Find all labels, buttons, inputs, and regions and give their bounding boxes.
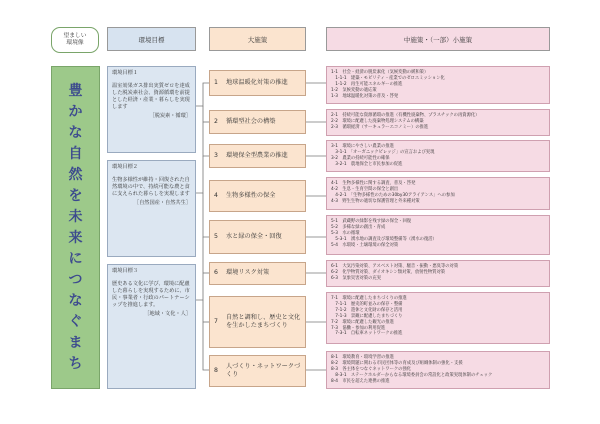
vision-char: 来 bbox=[68, 230, 83, 246]
sub-measure-item: 7-2 環境に配慮した観光の推進 bbox=[331, 319, 394, 325]
sub-measure-item: 6-3 気象災害対策の充実 bbox=[331, 275, 381, 281]
goal-tag: ［脱炭素・循環］ bbox=[149, 113, 191, 119]
vision-char: つ bbox=[68, 272, 83, 288]
sub-measure-item: 1-1 社会・経済の脱炭素化（気候変動の緩和策） bbox=[331, 70, 429, 75]
measure-4 bbox=[209, 180, 306, 212]
measure-label: 生物多様性の保全 bbox=[226, 191, 276, 199]
sub-measure-item: 1-2 気候変動の適応策 bbox=[331, 87, 377, 93]
goal-title: 環境目標３ bbox=[112, 268, 138, 274]
goal-tag: ［自然国産・自然共生］ bbox=[133, 200, 191, 206]
vision-char: 豊 bbox=[68, 83, 83, 99]
vision-char: に bbox=[68, 251, 83, 267]
sub-measure-item: 1-1-1 建築・モビリティ・産業でのゼロエミッション化 bbox=[331, 75, 445, 81]
sub-measure-item: 7-3-1 自転車ネットワークの推進 bbox=[331, 331, 403, 337]
header-goals bbox=[107, 27, 196, 51]
sub-measure-item: 8-3 各主体をつなぐネットワークの強化 bbox=[331, 366, 412, 372]
sub-measure-item: 4-1 生物多様性に関する調査、普及・啓発 bbox=[331, 181, 416, 186]
sub-measure-item: 1-3 地球温暖化対策の普及・啓発 bbox=[331, 93, 399, 99]
sub-measure-item: 2-3 循環経済（サーキュラーエコノミー）の推進 bbox=[331, 124, 429, 130]
sub-measure-item: 7-1-2 遊休と文化財の保存と活用 bbox=[331, 307, 403, 313]
sub-measure-item: 6-2 化学物質対策、ダイオキシン類対策、放射性物質対策 bbox=[331, 269, 446, 275]
header-vision-line1: 望ましい bbox=[63, 33, 87, 39]
goal-title: 環境目標１ bbox=[112, 70, 138, 76]
sub-measures-2 bbox=[326, 109, 550, 136]
sub-measures-1 bbox=[326, 66, 550, 104]
header-vision-line2: 環境像 bbox=[66, 40, 84, 46]
sub-measures-3 bbox=[326, 140, 550, 172]
header-vision bbox=[51, 27, 99, 53]
measure-2 bbox=[209, 110, 306, 134]
measure-7 bbox=[209, 296, 306, 348]
measure-number: 3 bbox=[214, 151, 218, 159]
sub-measure-item: 7-1 環境に配慮したまちづくりの推進 bbox=[331, 296, 407, 301]
sub-measure-item: 5-4 水環境・土壌環境の保全対策 bbox=[331, 242, 399, 248]
measure-label: 環境リスク対策 bbox=[226, 269, 270, 277]
measure-number: 5 bbox=[214, 232, 218, 240]
vision-char: な bbox=[68, 293, 83, 309]
header-sub-measures-label: 中施策・（一部）小施策 bbox=[403, 35, 473, 44]
vision-panel bbox=[51, 66, 100, 389]
sub-measure-item: 8-3-1 ステークホルダーからなる環境委員会の常設化と政策実現体制のチェック bbox=[331, 372, 493, 378]
measure-number: 8 bbox=[214, 366, 218, 374]
vision-char: 未 bbox=[68, 209, 83, 225]
sub-measures-5 bbox=[326, 215, 550, 255]
sub-measure-item: 7-1-3 景観に配慮したまちづくり bbox=[331, 313, 403, 319]
goal-2 bbox=[107, 160, 196, 257]
measure-label: 自然と調和し、歴史と文化を生かしたまちづくり bbox=[226, 313, 301, 329]
measure-6 bbox=[209, 262, 306, 285]
measure-5 bbox=[209, 220, 306, 254]
vision-char: ぐ bbox=[68, 314, 83, 330]
sub-measure-item: 4-3 野生生物の適切な保護管理と外来種対策 bbox=[331, 198, 420, 204]
sub-measure-item: 3-1 環境にやさしい農業の推進 bbox=[331, 144, 394, 149]
sub-measure-item: 5-3 水の循環 bbox=[331, 230, 360, 236]
measure-number: 1 bbox=[214, 78, 218, 86]
measure-3 bbox=[209, 144, 306, 168]
sub-measure-item: 3-1-1 「オーガニックビレッジ」の宣言および実現 bbox=[331, 149, 435, 155]
measure-number: 2 bbox=[214, 117, 218, 125]
sub-measures-7 bbox=[326, 292, 550, 344]
sub-measure-item: 2-2 環境に配慮した廃棄物処理システムの構築 bbox=[331, 118, 424, 124]
measure-number: 6 bbox=[214, 269, 218, 277]
vision-char: な bbox=[68, 125, 83, 141]
sub-measures-8 bbox=[326, 351, 550, 389]
measure-number: 4 bbox=[214, 191, 218, 199]
goal-body: 温室効果ガス排出実質ゼロを達成した脱炭素社会、資源循環を前提とした経済・産業・暮らしを実現します bbox=[112, 83, 190, 110]
measure-label: 人づくり・ネットワークづくり bbox=[226, 362, 301, 378]
measure-label: 水と緑の保全・回復 bbox=[226, 232, 282, 240]
measure-8 bbox=[209, 355, 306, 387]
goal-title: 環境目標２ bbox=[112, 164, 138, 170]
goal-3 bbox=[107, 264, 196, 389]
vision-char: ま bbox=[68, 335, 83, 351]
measure-label: 地球温暖化対策の推進 bbox=[226, 78, 288, 86]
sub-measure-item: 5-2 多様な緑の創出・育成 bbox=[331, 224, 386, 230]
sub-measure-item: 5-3-1 湧水地の調査及び環境整備等（湧水の復活） bbox=[331, 236, 437, 242]
header-sub-measures bbox=[326, 27, 550, 51]
vision-char: か bbox=[68, 104, 83, 120]
vision-char: 然 bbox=[68, 167, 83, 183]
sub-measure-item: 5-1 武蔵野の緑影を残す緑の保全・回復 bbox=[331, 219, 412, 224]
header-measures bbox=[209, 27, 306, 51]
sub-measure-item: 1-1-2 再生可能エネルギーの推進 bbox=[331, 81, 403, 87]
sub-measure-item: 3-2-1 農地保全と市民参加の促進 bbox=[331, 161, 403, 167]
vision-char: を bbox=[68, 188, 83, 204]
vision-char: 自 bbox=[68, 146, 83, 162]
sub-measure-item: 8-4 市民を超えた連携の推進 bbox=[331, 378, 390, 384]
sub-measure-item: 3-2 農業の持続可能性の確保 bbox=[331, 155, 390, 161]
sub-measure-item: 4-2-1 「生物多様性のための30by30アライアンス」への参加 bbox=[331, 192, 455, 198]
goal-tag: ［地域・文化・人］ bbox=[144, 311, 191, 317]
measure-1 bbox=[209, 70, 306, 96]
sub-measure-item: 6-1 大気汚染対策、アスベスト対策、騒音・振動・悪臭等の対策 bbox=[331, 264, 459, 269]
sub-measure-item: 7-3 協働・参加の利用促進 bbox=[331, 325, 386, 331]
sub-measure-item: 2-1 持続可能な資源循環の推進（有機性廃棄物、プラスチックの再資源化） bbox=[331, 113, 480, 118]
measure-number: 7 bbox=[214, 317, 218, 325]
sub-measure-item: 4-2 生息・生育空間の保全と創出 bbox=[331, 186, 399, 192]
header-measures-label: 大施策 bbox=[247, 35, 268, 44]
goal-1 bbox=[107, 66, 196, 153]
goal-body: 生物多様性が維持・回復された自然環境の中で、持続可能な農と食に支えられた暮らしを実現します bbox=[112, 177, 190, 197]
sub-measures-6 bbox=[326, 260, 550, 287]
sub-measure-item: 8-1 環境教育・環境学習の推進 bbox=[331, 355, 394, 360]
goal-body: 歴史ある文化に学び、環境に配慮した暮らしを実現するために、市民・事業者・行政のパートナーシップを推進します。 bbox=[112, 281, 190, 308]
measure-label: 環境保全型農業の推進 bbox=[226, 151, 288, 159]
header-goals-label: 環境目標 bbox=[138, 35, 165, 44]
sub-measures-4 bbox=[326, 177, 550, 210]
sub-measure-item: 8-2 環境問題に関わる市民団体等の育成及び組織体制の強化・支援 bbox=[331, 360, 463, 366]
sub-measure-item: 7-1-1 歴史的町並みの保存・整備 bbox=[331, 301, 403, 307]
vision-char: ち bbox=[68, 356, 83, 372]
measure-label: 循環型社会の構築 bbox=[226, 117, 276, 125]
